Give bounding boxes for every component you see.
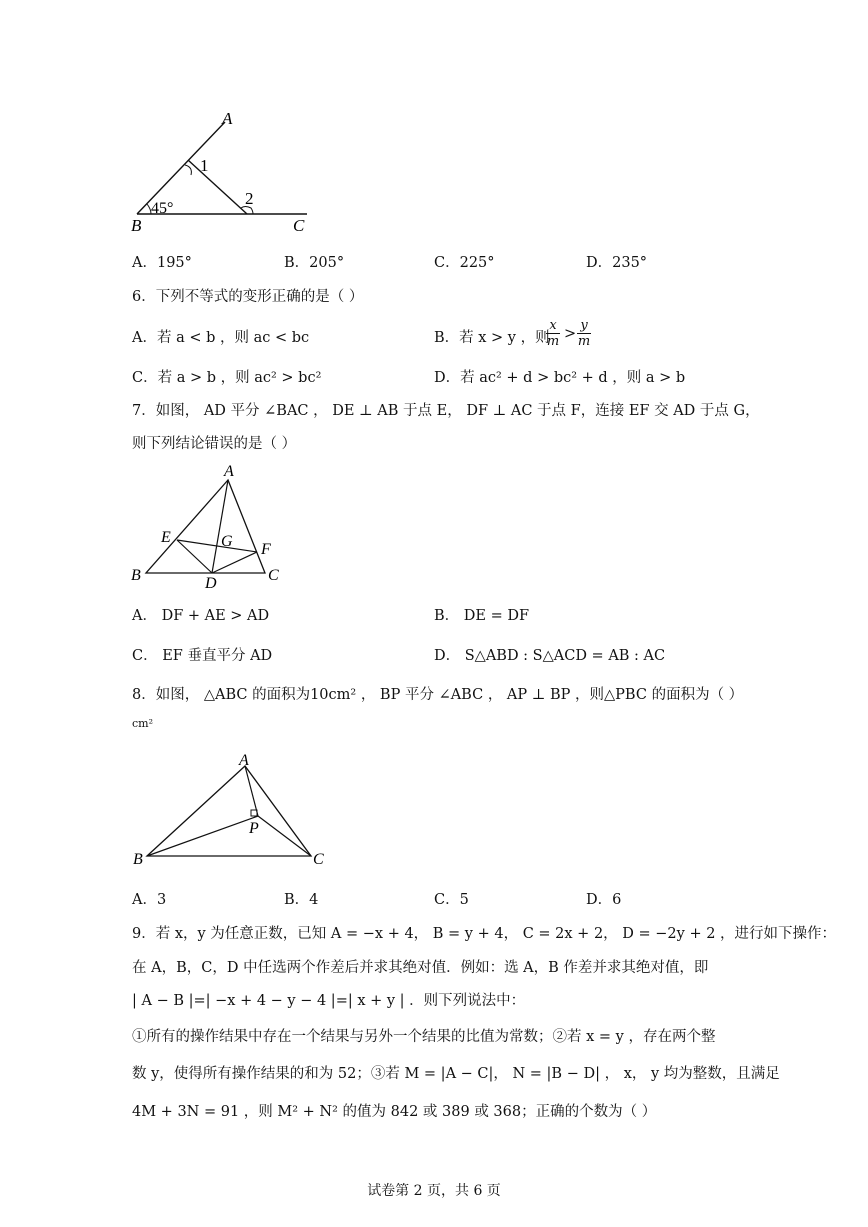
label-angle-1: 1 bbox=[200, 156, 209, 175]
q6-option-c: C．若 a > b ，则 ac² > bc² bbox=[132, 370, 322, 386]
q9-line5: 数 y，使得所有操作结果的和为 52；③若 M = |A − C|， N = |B − D| ， x， y 均为整数，且满足 bbox=[132, 1066, 780, 1082]
fraction-denominator: m bbox=[577, 334, 591, 349]
label-A: A bbox=[239, 752, 249, 769]
q6-option-d: D．若 ac² + d > bc² + d ，则 a > b bbox=[434, 370, 686, 386]
label-E: E bbox=[161, 529, 171, 546]
label-C: C bbox=[293, 216, 305, 235]
fraction-denominator: m bbox=[546, 334, 560, 349]
q7-option-d: D． S△ABD : S△ACD = AB : AC bbox=[434, 648, 666, 664]
q8-option-a: A．3 bbox=[132, 892, 167, 908]
fraction-numerator: y bbox=[577, 318, 591, 334]
triangle-ABC bbox=[147, 766, 311, 856]
q5-figure bbox=[125, 105, 325, 235]
q6-fraction-x-m bbox=[546, 318, 560, 349]
q5-option-d: D．235° bbox=[586, 255, 648, 271]
triangle-ABC bbox=[146, 480, 265, 573]
q8-option-b: B．4 bbox=[284, 892, 319, 908]
q7-stem-line2: 则下列结论错误的是（ ） bbox=[132, 436, 297, 452]
angle-1-arc bbox=[185, 165, 191, 175]
q6-fraction-y-m bbox=[577, 318, 591, 349]
q5-option-c: C．225° bbox=[434, 255, 495, 271]
q8-stem-line1: 8．如图， △ABC 的面积为10cm² ， BP 平分 ∠ABC ， AP ⊥ BP ，则△PBC 的面积为（ ） bbox=[132, 687, 744, 703]
q9-line3: | A − B |=| −x + 4 − y − 4 |=| x + y | ．则下列说法中： bbox=[132, 993, 526, 1009]
line-BP bbox=[147, 816, 258, 856]
q6-gt-sign: > bbox=[564, 326, 577, 342]
q9-line6: 4M + 3N = 91 ，则 M² + N² 的值为 842 或 389 或 368；正确的个数为（ ） bbox=[132, 1104, 657, 1120]
q7-figure bbox=[125, 458, 295, 593]
transversal-line bbox=[188, 160, 247, 214]
q8-stem-line2: cm² bbox=[132, 717, 154, 730]
label-angle-2: 2 bbox=[245, 189, 254, 208]
line-PC bbox=[258, 816, 311, 856]
label-angle-45: 45° bbox=[151, 200, 174, 217]
q8-option-d: D．6 bbox=[586, 892, 622, 908]
label-B: B bbox=[133, 851, 143, 868]
q5-option-a: A．195° bbox=[132, 255, 192, 271]
q6-option-a: A．若 a < b ，则 ac < bc bbox=[132, 330, 310, 346]
line-AP bbox=[245, 766, 258, 816]
q5-option-b: B．205° bbox=[284, 255, 345, 271]
q8-option-c: C．5 bbox=[434, 892, 469, 908]
label-P: P bbox=[249, 820, 259, 837]
q7-option-a: A． DF + AE > AD bbox=[132, 608, 270, 624]
label-B: B bbox=[131, 216, 142, 235]
label-C: C bbox=[313, 851, 324, 868]
q6-option-b-prefix: B．若 x > y ，则 bbox=[434, 330, 550, 346]
page-footer: 试卷第 2 页，共 6 页 bbox=[367, 1183, 501, 1199]
label-B: B bbox=[131, 567, 141, 584]
label-F: F bbox=[261, 541, 271, 558]
line-AD bbox=[212, 480, 228, 573]
q9-line2: 在 A，B，C，D 中任选两个作差后并求其绝对值．例如：选 A，B 作差并求其绝对值，即 bbox=[132, 960, 709, 976]
q6-stem: 6．下列不等式的变形正确的是（ ） bbox=[132, 289, 364, 305]
q7-option-c: C． EF 垂直平分 AD bbox=[132, 648, 273, 664]
q7-stem-line1: 7．如图， AD 平分 ∠BAC ， DE ⊥ AB 于点 E， DF ⊥ AC 于点 F，连接 EF 交 AD 于点 G， bbox=[132, 403, 760, 419]
label-A: A bbox=[224, 463, 234, 480]
label-C: C bbox=[268, 567, 279, 584]
label-G: G bbox=[221, 533, 233, 550]
q7-option-b: B． DE = DF bbox=[434, 608, 530, 624]
q9-line1: 9．若 x，y 为任意正数，已知 A = −x + 4， B = y + 4， C = 2x + 2， D = −2y + 2 ，进行如下操作： bbox=[132, 926, 837, 942]
fraction-numerator: x bbox=[546, 318, 560, 334]
line-DF bbox=[212, 552, 257, 573]
label-A: A bbox=[222, 109, 233, 128]
label-D: D bbox=[205, 575, 217, 592]
q9-line4: ①所有的操作结果中存在一个结果与另外一个结果的比值为常数；②若 x = y ，存在两个整 bbox=[132, 1029, 716, 1045]
q8-figure bbox=[125, 752, 335, 874]
